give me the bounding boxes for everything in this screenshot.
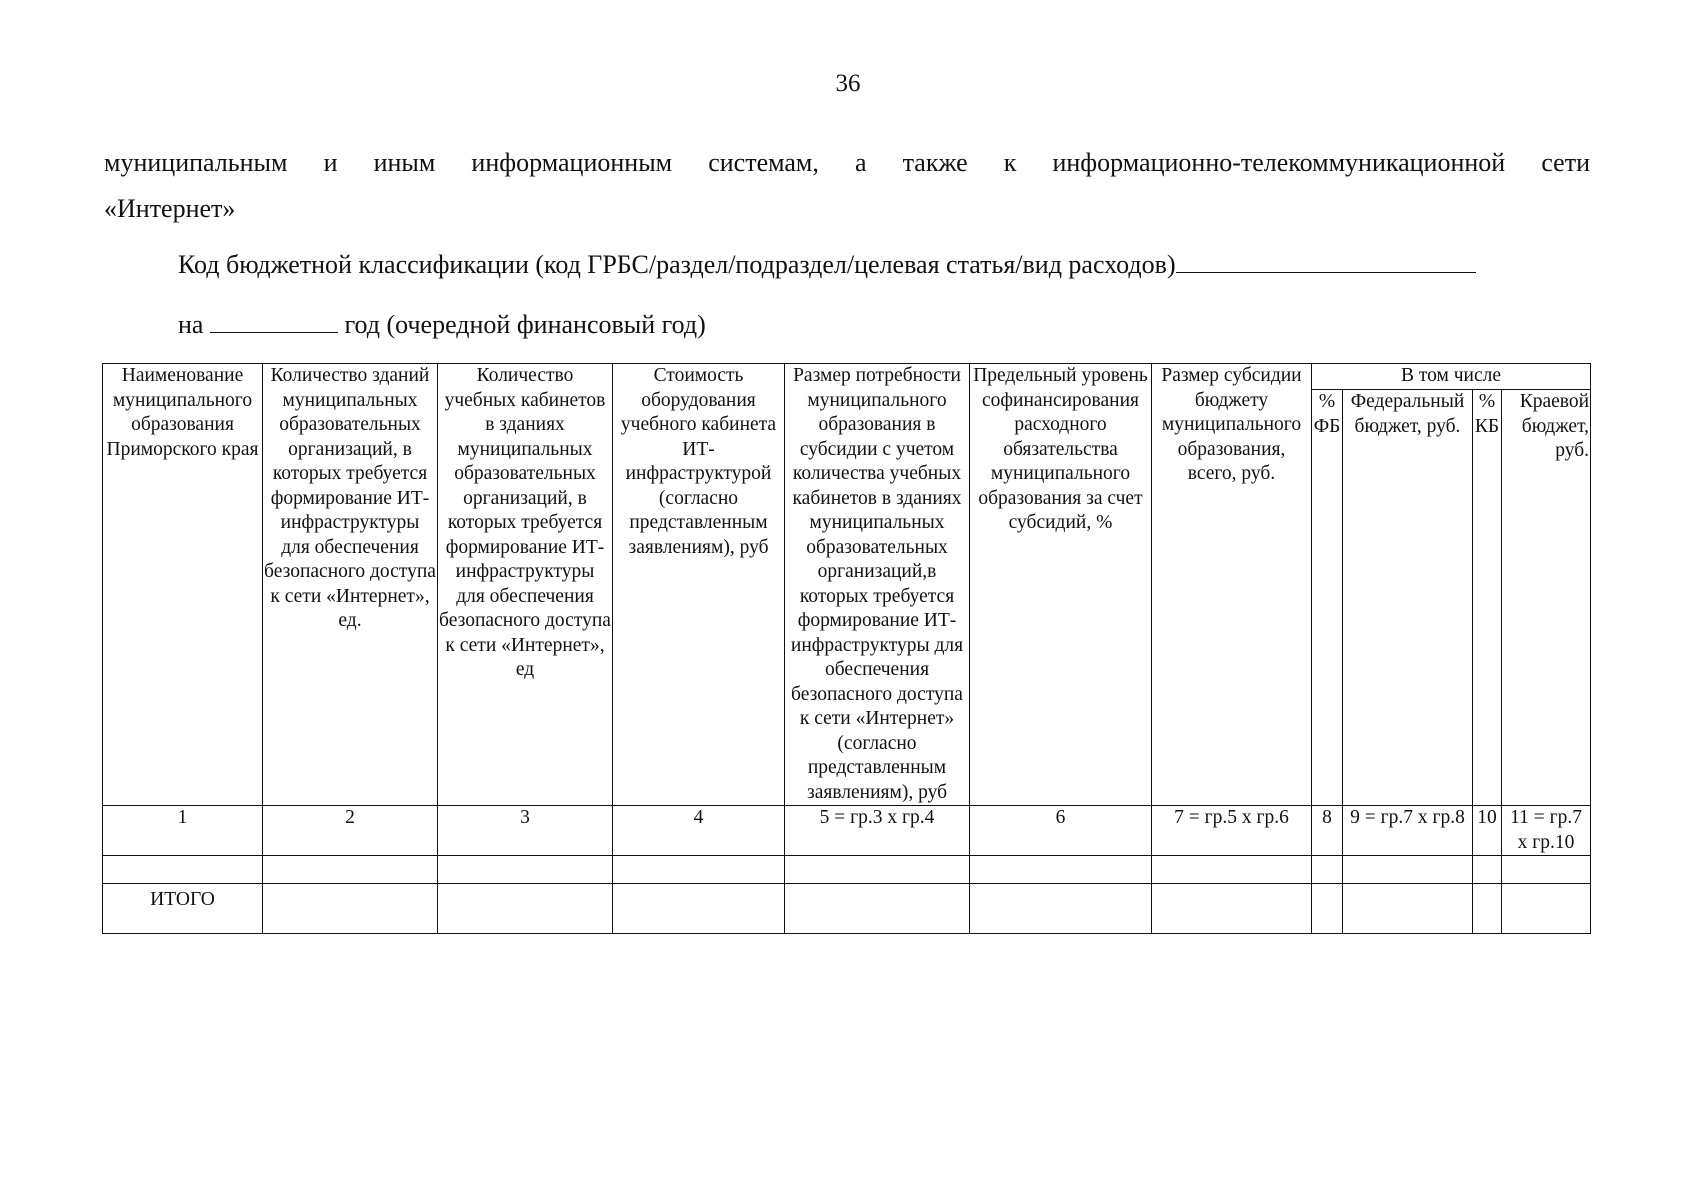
table-cell[interactable] <box>1152 884 1312 934</box>
header-col-4: Стоимость оборудования учебного кабинета ИТ-инфраструктурой (согласно представленным заявлениям), руб <box>613 364 785 806</box>
table-cell[interactable] <box>438 856 613 884</box>
page-number: 36 <box>835 70 861 97</box>
paragraph-line-1: муниципальным и иным информационным системам, а также к информационно-телекоммуникационной сети <box>104 148 1590 177</box>
year-prefix: на <box>178 310 204 339</box>
col-number: 2 <box>263 806 438 856</box>
table-cell[interactable] <box>1502 884 1591 934</box>
col-number: 7 = гр.5 х гр.6 <box>1152 806 1312 856</box>
year-suffix: год (очередной финансовый год) <box>344 310 706 339</box>
table-cell[interactable] <box>785 856 970 884</box>
table-cell[interactable] <box>1343 856 1473 884</box>
header-col-9: Федеральный бюджет, руб. <box>1343 390 1473 806</box>
header-col-11: Краевой бюджет, руб. <box>1502 390 1591 806</box>
header-col-3: Количество учебных кабинетов в зданиях муниципальных образовательных организаций, в которых требуется формирование ИТ-инфраструктуры для обеспечения безопасного доступа к сети «Интернет», ед <box>438 364 613 806</box>
col-number: 10 <box>1473 806 1502 856</box>
header-group-including: В том числе <box>1312 364 1591 390</box>
table-cell[interactable] <box>1343 884 1473 934</box>
table-row <box>103 856 1591 884</box>
header-col-8: % ФБ <box>1312 390 1343 806</box>
table-cell[interactable] <box>1312 856 1343 884</box>
col-number: 11 = гр.7 х гр.10 <box>1502 806 1591 856</box>
table-cell[interactable] <box>263 884 438 934</box>
col-number: 3 <box>438 806 613 856</box>
paragraph-line-2: «Интернет» <box>104 194 236 223</box>
subsidy-table <box>102 363 1591 934</box>
table-cell[interactable] <box>1502 856 1591 884</box>
column-numbers-row <box>103 806 1591 856</box>
header-col-6: Предельный уровень софинансирования расходного обязательства муниципального образования за счет субсидий, % <box>970 364 1152 806</box>
table-cell[interactable] <box>438 884 613 934</box>
kbk-line <box>178 250 1476 280</box>
table-cell[interactable] <box>970 884 1152 934</box>
table-cell[interactable] <box>613 884 785 934</box>
kbk-label: Код бюджетной классификации (код ГРБС/раздел/подраздел/целевая статья/вид расходов) <box>178 250 1176 279</box>
header-col-7: Размер субсидии бюджету муниципального образования, всего, руб. <box>1152 364 1312 806</box>
table-cell[interactable] <box>103 856 263 884</box>
col-number: 6 <box>970 806 1152 856</box>
total-label: ИТОГО <box>103 884 263 934</box>
table-cell[interactable] <box>1473 884 1502 934</box>
table-cell[interactable] <box>613 856 785 884</box>
year-line <box>178 310 706 340</box>
table-cell[interactable] <box>1473 856 1502 884</box>
total-row <box>103 884 1591 934</box>
col-number: 8 <box>1312 806 1343 856</box>
kbk-blank[interactable] <box>1176 250 1476 273</box>
table-cell[interactable] <box>1152 856 1312 884</box>
table-cell[interactable] <box>263 856 438 884</box>
header-col-5: Размер потребности муниципального образования в субсидии с учетом количества учебных кабинетов в зданиях муниципальных образовательных организаций,в которых требуется формирование ИТ-инфраструктуры для обеспечения безопасного доступа к сети «Интернет» (согласно представленным заявлениям), руб <box>785 364 970 806</box>
col-number: 5 = гр.3 х гр.4 <box>785 806 970 856</box>
col-number: 9 = гр.7 х гр.8 <box>1343 806 1473 856</box>
year-blank[interactable] <box>210 310 338 333</box>
col-number: 1 <box>103 806 263 856</box>
header-col-2: Количество зданий муниципальных образовательных организаций, в которых требуется формирование ИТ-инфраструктуры для обеспечения безопасного доступа к сети «Интернет», ед. <box>263 364 438 806</box>
table-cell[interactable] <box>785 884 970 934</box>
table-cell[interactable] <box>1312 884 1343 934</box>
header-col-1: Наименование муниципального образования Приморского края <box>103 364 263 806</box>
header-col-10: % КБ <box>1473 390 1502 806</box>
header-row-1 <box>103 364 1591 390</box>
table-cell[interactable] <box>970 856 1152 884</box>
col-number: 4 <box>613 806 785 856</box>
